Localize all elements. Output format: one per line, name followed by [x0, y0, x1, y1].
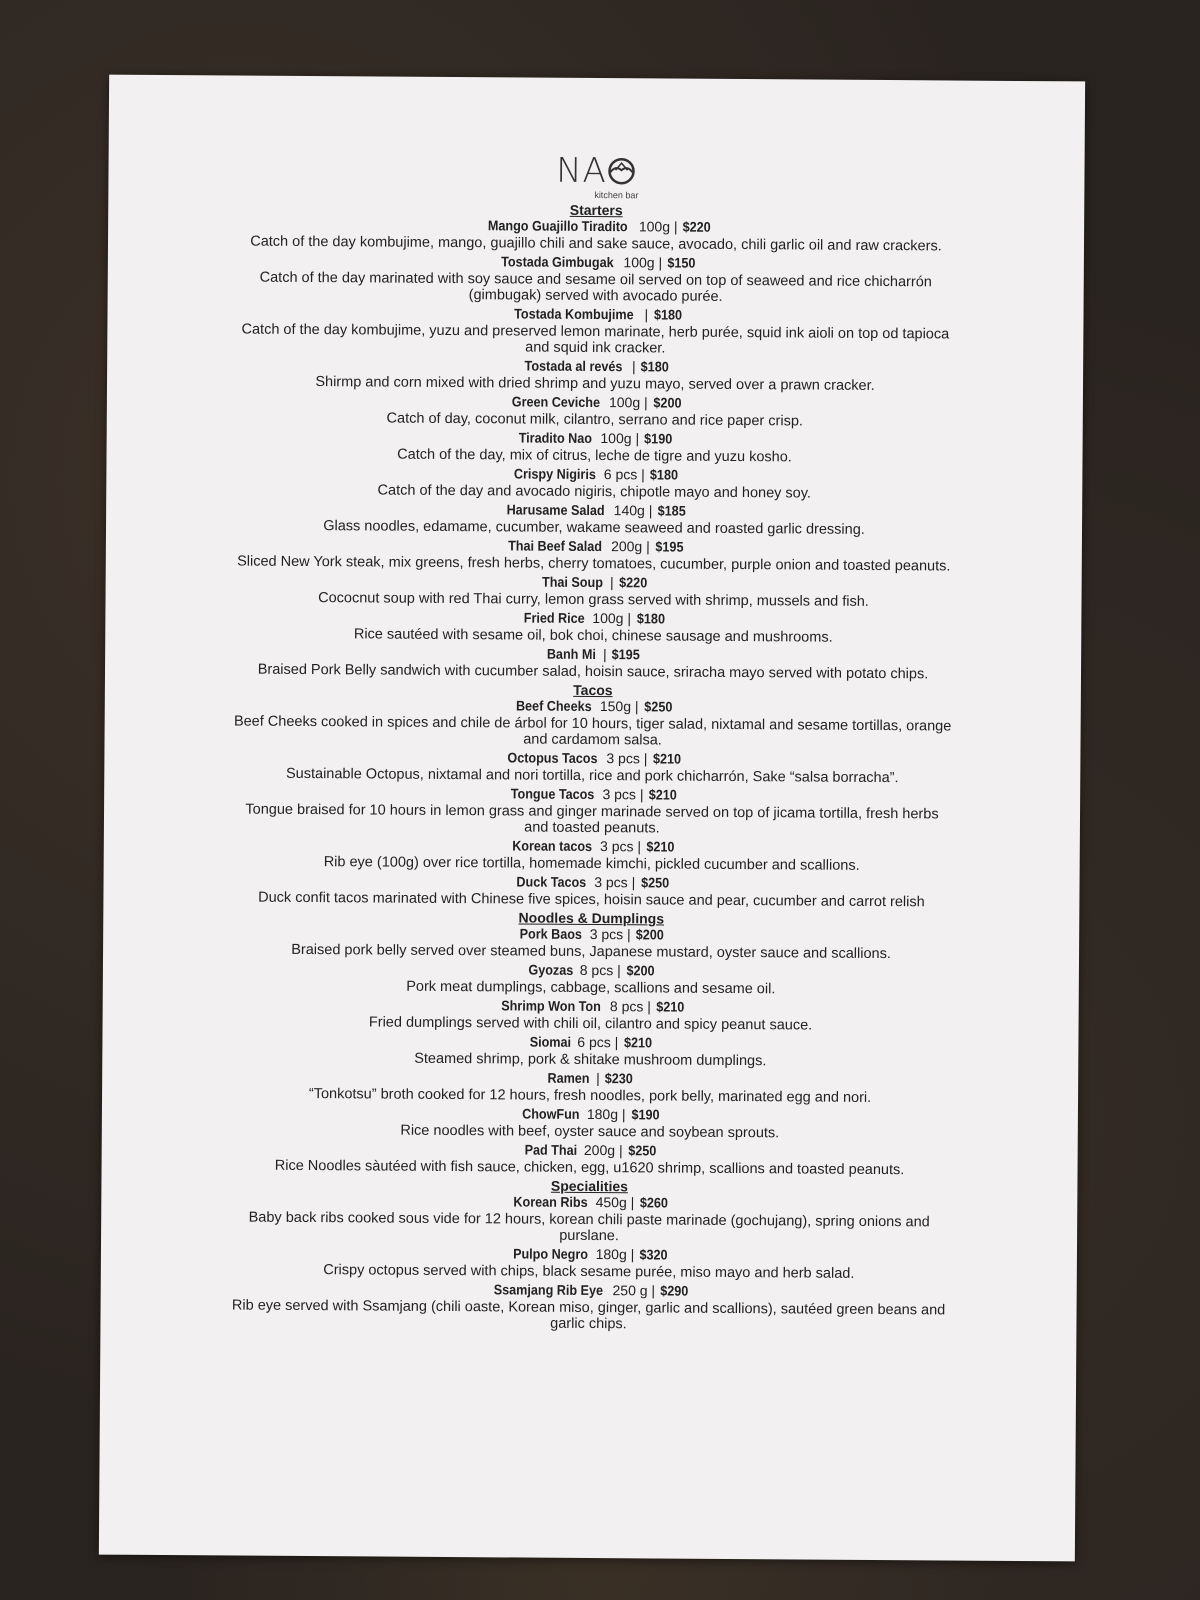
section-title: Tacos [573, 681, 613, 699]
item-price: $180 [641, 358, 670, 375]
item-separator: | [627, 926, 631, 943]
item-name: Siomai [529, 1033, 572, 1050]
menu-item [103, 959, 1079, 1000]
item-portion: 6 pcs [603, 466, 638, 483]
restaurant-logo [108, 149, 1084, 206]
item-description: “Tonkotsu” broth cooked for 12 hours, fresh noodles, pork belly, marinated egg and nori. [308, 1086, 872, 1106]
item-separator: | [643, 750, 648, 767]
item-description: Braised Pork Belly sandwich with cucumber salad, hoisin sauce, sriracha mayo served with potato chips. [257, 661, 929, 683]
menu-item [107, 303, 1083, 360]
item-description: Baby back ribs cooked sous vide for 12 hours, korean chili paste marinade (gochujang), spring onions and purslane. [248, 1209, 930, 1245]
item-separator: | [634, 698, 639, 715]
item-portion: 100g [600, 430, 632, 447]
item-name: Gyozas [528, 961, 574, 978]
item-price: $210 [646, 838, 675, 855]
wave-circle-icon [607, 156, 637, 186]
item-description: Cococnut soup with red Thai curry, lemon grass served with shrimp, mussels and fish. [318, 590, 869, 610]
item-portion: 3 pcs [602, 786, 637, 803]
menu-item [103, 995, 1079, 1036]
item-portion: 3 pcs [606, 750, 640, 767]
menu-item [105, 643, 1081, 684]
item-separator: | [617, 962, 621, 979]
item-price: $180 [653, 306, 682, 323]
item-name: Thai Beef Salad [508, 537, 603, 555]
menu-item [108, 251, 1084, 308]
item-portion: 100g [608, 394, 641, 411]
item-name: Crispy Nigiris [513, 465, 596, 483]
item-description: Sustainable Octopus, nixtamal and nori tortilla, rice and pork chicharrón, Sake “salsa borracha”. [285, 765, 899, 787]
item-description: Steamed shrimp, pork & shitake mushroom dumplings. [414, 1050, 767, 1070]
item-description: Rice noodles with beef, oyster sauce and soybean sprouts. [400, 1122, 780, 1142]
menu-item [104, 835, 1080, 876]
item-description: Sliced New York steak, mix greens, fresh herbs, cherry tomatoes, cucumber, purple onion and toasted peanuts. [237, 553, 951, 575]
item-name: Tostada Kombujime [514, 305, 635, 323]
menu-item [102, 1103, 1078, 1144]
item-separator: | [627, 610, 632, 627]
item-portion: 3 pcs [594, 874, 628, 891]
item-description: Tongue braised for 10 hours in lemon grass and ginger marinade served on top of jicama tortilla, fresh herbs and toasted peanuts. [245, 801, 939, 837]
item-price: $185 [657, 502, 686, 519]
item-price: $195 [612, 646, 641, 663]
item-description: Crispy octopus served with chips, black sesame purée, miso mayo and herb salad. [323, 1262, 855, 1282]
item-name: Fried Rice [524, 609, 586, 626]
item-portion: 450g [595, 1194, 627, 1211]
menu-item [104, 783, 1080, 840]
section-title: Noodles & Dumplings [518, 909, 665, 927]
item-price: $200 [626, 962, 655, 979]
item-separator: | [658, 254, 663, 271]
item-description: Catch of the day kombujime, yuzu and preserved lemon marinate, herb purée, squid ink aioli on top od tapioca and squid ink cracker. [241, 321, 950, 357]
item-separator: | [673, 218, 678, 235]
item-separator: | [644, 394, 648, 411]
item-separator: | [646, 538, 650, 555]
item-price: $250 [643, 698, 673, 715]
item-portion: 100g [592, 609, 624, 627]
item-separator: | [651, 1282, 656, 1299]
item-name: Korean tacos [511, 837, 592, 854]
item-portion: 100g [623, 254, 655, 271]
menu-item [106, 427, 1082, 468]
item-name: Octopus Tacos [507, 749, 598, 767]
item-portion: 140g [613, 502, 645, 519]
item-separator: | [647, 998, 652, 1015]
item-description: Rib eye served with Ssamjang (chili oaste, Korean miso, ginger, garlic and scallions), sautéed green beans and garlic chips. [231, 1297, 946, 1333]
menu-item [101, 1191, 1077, 1248]
item-description: Braised pork belly served over steamed buns, Japanese mustard, oyster sauce and scallions. [291, 941, 891, 963]
item-name: Tostada Gimbugak [500, 253, 614, 271]
menu-item [100, 1279, 1076, 1336]
item-price: $150 [667, 254, 696, 271]
logo-wordmark: NA [556, 150, 607, 192]
item-name: Tongue Tacos [510, 785, 595, 803]
menu-item [105, 607, 1081, 648]
item-description: Beef Cheeks cooked in spices and chile de árbol for 10 hours, tiger salad, nixtamal and sesame tortillas, orange and cardamom salsa. [233, 713, 952, 749]
item-separator: | [637, 838, 642, 855]
item-price: $180 [636, 610, 665, 627]
item-name: Ssamjang Rib Eye [493, 1281, 603, 1299]
item-portion: 200g [583, 1141, 616, 1159]
menu-section [100, 1175, 1077, 1336]
item-name: Pork Baos [520, 925, 583, 942]
item-separator: | [610, 574, 614, 591]
menu-item [107, 355, 1083, 396]
item-name: Green Ceviche [511, 393, 601, 411]
section-title: Starters [569, 201, 623, 219]
menu-item [107, 391, 1083, 432]
item-price: $190 [630, 1106, 660, 1123]
item-portion: 250 g [612, 1282, 648, 1299]
item-separator: | [630, 1194, 635, 1211]
item-name: Tiradito Nao [519, 429, 593, 446]
menu-item [108, 215, 1084, 256]
item-description: Catch of the day, mix of citrus, leche de tigre and yuzu kosho. [397, 446, 792, 466]
item-portion: 100g [638, 218, 671, 235]
item-separator: | [621, 1106, 626, 1123]
item-portion: 180g [595, 1246, 627, 1263]
item-price: $210 [656, 998, 685, 1015]
menu-sheet [99, 75, 1085, 1562]
menu-section [102, 907, 1080, 1180]
item-price: $200 [653, 394, 682, 411]
item-description: Shirmp and corn mixed with dried shrimp and yuzu mayo, served over a prawn cracker. [315, 374, 875, 394]
menu-item [106, 463, 1082, 504]
item-separator: | [631, 874, 636, 891]
item-price: $290 [660, 1282, 689, 1299]
item-description: Catch of the day kombujime, mango, guajillo chili and sake sauce, avocado, chili garlic oil and raw crackers. [250, 233, 942, 255]
menu-item [104, 747, 1080, 788]
item-separator: | [648, 502, 653, 519]
item-price: $320 [639, 1246, 668, 1263]
item-name: Ramen [547, 1069, 590, 1086]
item-price: $220 [682, 218, 712, 235]
item-description: Catch of day, coconut milk, cilantro, serrano and rice paper crisp. [386, 410, 804, 430]
item-portion: 180g [586, 1105, 619, 1123]
item-separator: | [602, 646, 607, 663]
item-name: Pad Thai [524, 1141, 578, 1158]
item-price: $250 [628, 1142, 657, 1159]
item-price: $210 [623, 1034, 652, 1051]
item-price: $210 [652, 750, 681, 767]
item-name: Harusame Salad [506, 501, 605, 519]
item-name: Korean Ribs [513, 1193, 588, 1210]
item-separator: | [632, 358, 636, 375]
item-name: Shrimp Won Ton [500, 997, 601, 1015]
item-portion: 150g [599, 698, 632, 715]
menu-item [105, 571, 1081, 612]
item-separator: | [644, 306, 649, 323]
menu-item [106, 499, 1082, 540]
item-portion: 6 pcs [577, 1033, 611, 1051]
item-name: Duck Tacos [516, 873, 587, 890]
item-separator: | [641, 466, 645, 483]
item-portion: 8 pcs [579, 961, 614, 979]
item-description: Rice sautéed with sesame oil, bok choi, chinese sausage and mushrooms. [353, 626, 833, 646]
menu-item [103, 923, 1079, 964]
item-price: $180 [650, 466, 679, 483]
item-separator: | [614, 1034, 619, 1051]
item-description: Catch of the day and avocado nigiris, chipotle mayo and honey soy. [377, 482, 812, 502]
menu-item [102, 1067, 1078, 1108]
item-portion: 3 pcs [589, 925, 624, 943]
item-description: Glass noodles, edamame, cucumber, wakame seaweed and roasted garlic dressing. [323, 518, 865, 538]
item-price: $210 [648, 786, 678, 803]
item-name: Mango Guajillo Tiradito [487, 217, 628, 235]
menu-section [105, 199, 1084, 684]
item-price: $260 [639, 1194, 668, 1211]
menu-item [103, 871, 1079, 912]
menu-item [101, 1243, 1077, 1284]
item-description: Rib eye (100g) over rice tortilla, homemade kimchi, pickled cucumber and scallions. [323, 854, 860, 874]
item-price: $250 [640, 874, 669, 891]
section-title: Specialities [550, 1177, 629, 1195]
item-name: Pulpo Negro [512, 1245, 588, 1262]
item-portion: 200g [611, 538, 643, 555]
item-name: Tostada al revés [524, 357, 623, 375]
menu-item [102, 1139, 1078, 1180]
logo-subtitle: kitchen bar [594, 190, 639, 201]
menu-body [100, 199, 1084, 1336]
item-price: $190 [644, 430, 673, 447]
item-price: $220 [619, 574, 648, 591]
item-description: Fried dumplings served with chili oil, cilantro and spicy peanut sauce. [368, 1014, 813, 1034]
item-price: $200 [636, 926, 665, 943]
item-separator: | [630, 1246, 635, 1263]
item-description: Pork meat dumplings, cabbage, scallions and sesame oil. [406, 978, 776, 998]
item-name: Banh Mi [547, 645, 597, 663]
item-portion: 3 pcs [600, 838, 634, 855]
item-description: Duck confit tacos marinated with Chinese five spices, hoisin sauce and pear, cucumber and carrot relish [258, 889, 925, 911]
item-name: ChowFun [522, 1105, 580, 1122]
item-separator: | [639, 786, 644, 803]
item-price: $230 [605, 1070, 634, 1087]
menu-section [103, 679, 1081, 912]
item-portion: 8 pcs [609, 998, 644, 1015]
item-separator: | [635, 430, 640, 447]
menu-item [102, 1031, 1078, 1072]
item-name: Beef Cheeks [516, 697, 592, 714]
item-separator: | [618, 1142, 623, 1159]
menu-item [106, 535, 1082, 576]
item-description: Catch of the day marinated with soy sauce and sesame oil served on top of seaweed and rice chicharrón (gimbugak) served with avocado purée. [259, 269, 932, 305]
item-price: $195 [655, 538, 684, 555]
item-description: Rice Noodles sàutéed with fish sauce, chicken, egg, u1620 shrimp, scallions and toasted peanuts. [274, 1157, 905, 1179]
item-separator: | [596, 1070, 600, 1087]
item-name: Thai Soup [541, 573, 603, 591]
menu-item [105, 695, 1081, 752]
